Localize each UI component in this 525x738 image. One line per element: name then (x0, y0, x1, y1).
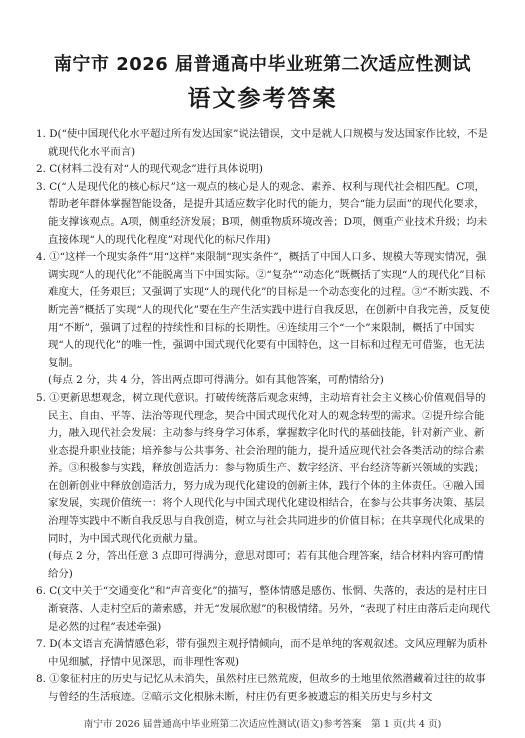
answer-item-2: 2. C(材料二没有对“人的现代观念”进行具体说明) (36, 163, 263, 176)
exam-title: 南宁市 2026 届普通高中毕业班第二次适应性测试 (53, 54, 472, 75)
answer-item-5: 5. ①更新思想观念，树立现代意识。打破传统落后观念束缚，主动培育社会主义核心价值观倡导的民主、自由、平等、法治等现代理念，契合中国式现代化对人的观念转型的需求。②提升综合能力，融入现代社会发展：主动参与终身学习体系，掌握数字化时代的基础技能，针对新产业、新业态提升职业技能；培养参与公共事务、社会治理的能力，提升适应现代社会各类活动的综合素养。③积极参与实践，释放创造活力：参与物质生产、数字经济、平台经济等新兴领域的实践；在创新创业中释放创造活力，努力成为现代化建设的创新主体，践行个体的主体责任。④融入国家发展，实现价值统一：将个人现代化与中国式现代化建设相结合，在参与公共事务决策、基层治理等实践中不断自我反思与自我创造，树立与社会共同进步的价值目标；在共享现代化成果的同时，为中国式现代化贡献力量。 (36, 391, 486, 545)
answer-item-1: 1. D(“使中国现代化水平超过所有发达国家”说法错误，文中是就人口规模与发达国家作比较，不是就现代化水平而言) (36, 128, 488, 158)
page-footer: 南宁市 2026 届普通高中毕业班第二次适应性测试(语文)参考答案 第 1 页(共 4 页) (83, 719, 442, 730)
scoring-note-5: (每点 2 分，答出任意 3 点即可得满分，意思对即可；若有其他合理答案，结合材料内容可酌情给分) (48, 550, 484, 580)
answer-item-7: 7. D(本文语言充满情感色彩，带有强烈主观抒情倾向，而不是单纯的客观叙述。文风应理解为质朴中见细腻，抒情中见深思，而非理性客观) (36, 638, 488, 668)
answer-item-3: 3. C(“人是现代化的核心标尺”这一观点的核心是人的观念、素养、权利与现代社会相匹配。C项，帮助老年群体掌握智能设备，是提升其适应数字化时代的能力，契合“能力层面”的现代化要求，能支撑该观点。A项，侧重经济发展；B项，侧重物质环境改善；D项，侧重产业技术升级；均未直接体现“人的现代化程度”对现代化的标尺作用) (36, 180, 488, 246)
answer-item-4: 4. ①“这样一个现实条件”用“这样”来限制“现实条件”，概括了中国人口多、规模大等现实情况，强调实现“人的现代化”不能脱离当下中国实际。②“复杂”“动态化”既概括了实现“人的现代化”目标难度大，任务艰巨；又强调了实现“人的现代化”的目标是一个动态变化的过程。③“不断实践、不断完善”概括了实现“人的现代化”要在生产生活实践中进行自我反思，在创新中自我完善，反复使用“不断”，强调了过程的持续性和目标的长期性。④连续用三个“一个”来限制，概括了中国实现“人的现代化”的唯一性，强调中国式现代化要有中国特色，这一目标和过程无可借鉴，也无法复制。 (36, 251, 490, 369)
scoring-note-4: (每点 2 分，共 4 分，答出两点即可得满分。如有其他答案，可酌情给分) (48, 374, 384, 387)
answer-key-title: 语文参考答案 (187, 86, 338, 112)
answer-content (36, 126, 494, 707)
answer-item-8: 8. ①象征村庄的历史与记忆从未消失，虽然村庄已然荒废，但故乡的土地里依然潜藏着过往的故事与曾经的生活痕迹。②暗示文化根脉未断，村庄仍有更多被遗忘的相关历史与乡村文 (36, 673, 486, 703)
answer-item-6: 6. C(文中关于“交通变化”和“声音变化”的描写，整体情感是感伤、怅惘、失落的，表达的是村庄日渐衰落、人走村空后的萧索感，并无“发展欣慰”的积极情绪。另外，“表现了村庄由落后走向现代是必然的过程”表述牵强) (36, 585, 490, 633)
